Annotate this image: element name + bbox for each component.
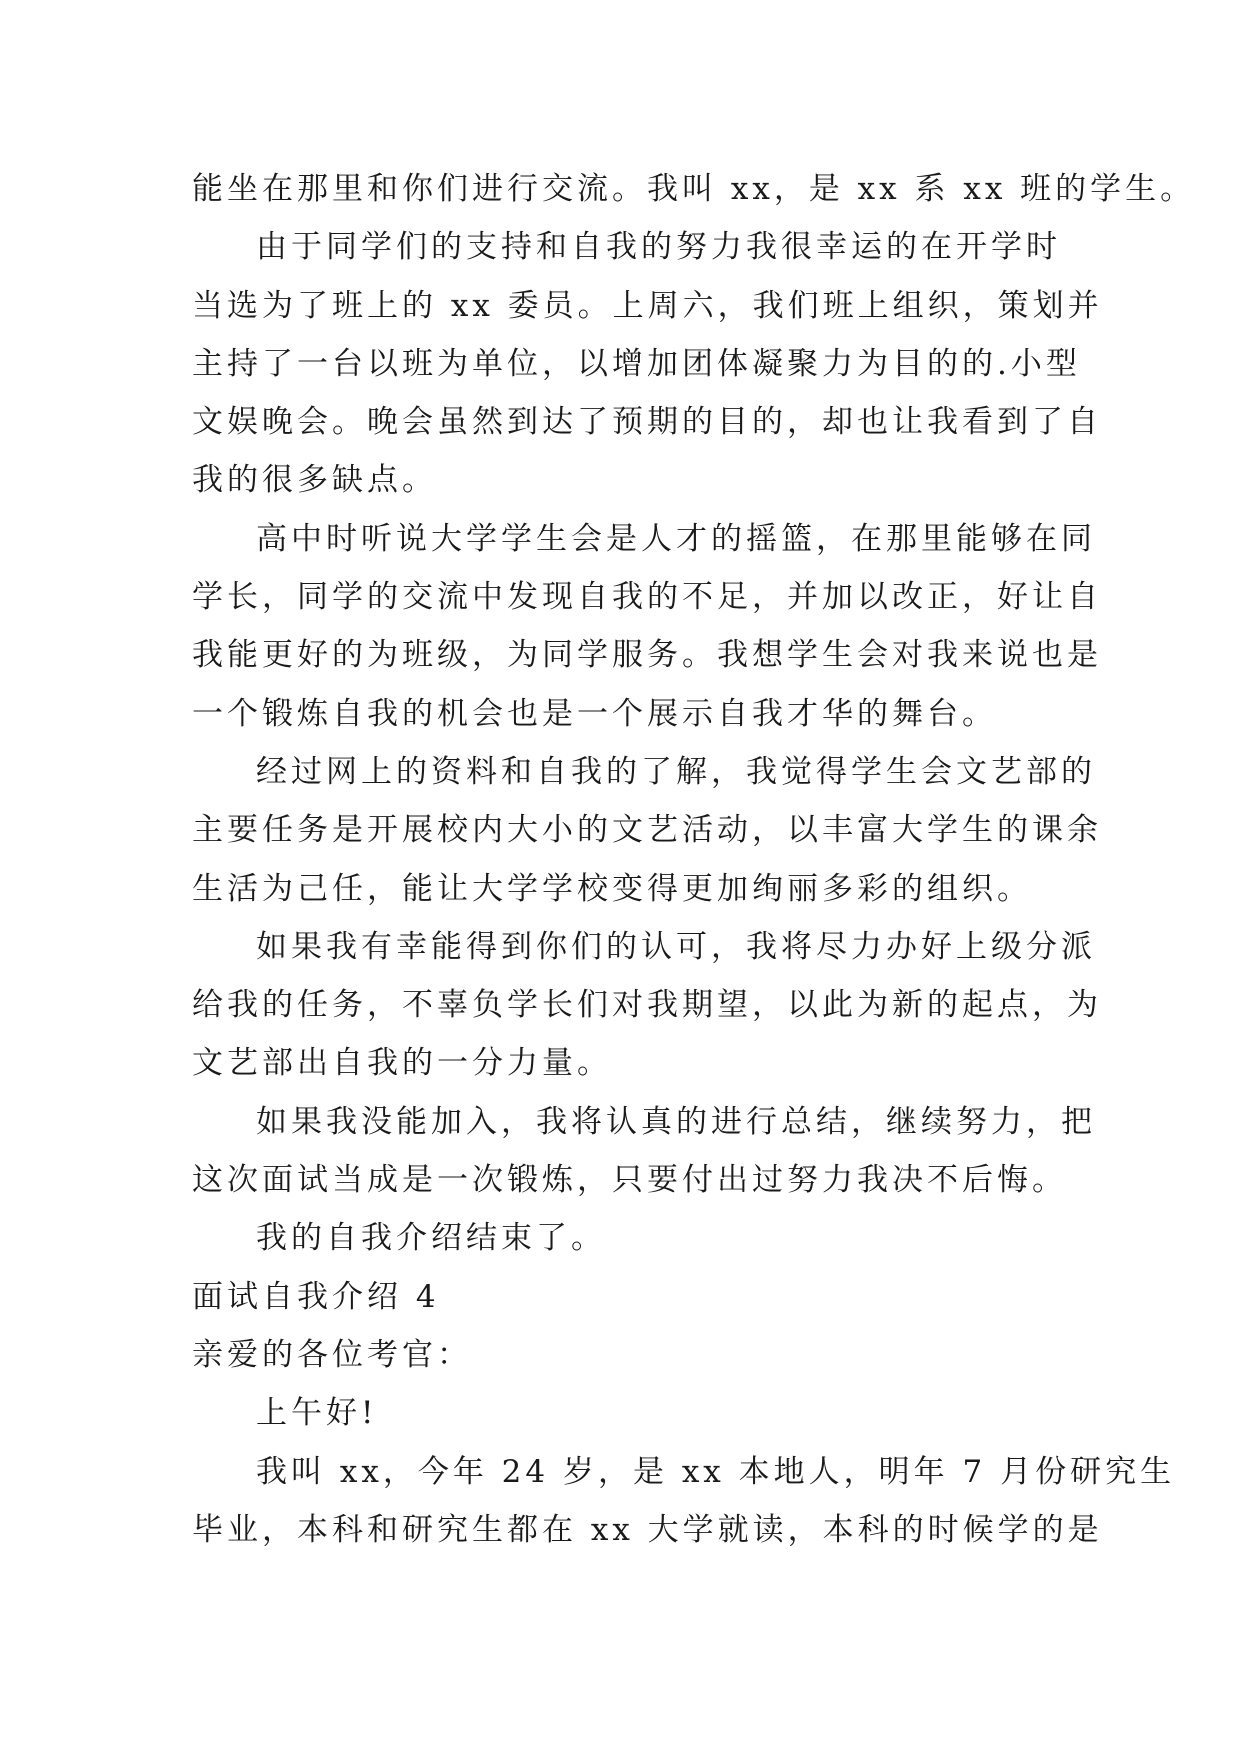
section-heading: 面试自我介绍 4	[192, 1278, 440, 1315]
text-line: 学长，同学的交流中发现自我的不足，并加以改正，好让自	[192, 579, 1102, 616]
text-line: 这次面试当成是一次锻炼，只要付出过努力我决不后悔。	[192, 1162, 1067, 1199]
text-line: 主要任务是开展校内大小的文艺活动，以丰富大学生的课余	[192, 812, 1102, 849]
text-line: 当选为了班上的 xx 委员。上周六，我们班上组织，策划并	[192, 287, 1103, 324]
text-line: 由于同学们的支持和自我的努力我很幸运的在开学时	[256, 229, 1061, 266]
text-line: 生活为己任，能让大学学校变得更加绚丽多彩的组织。	[192, 870, 1032, 907]
salutation: 亲爱的各位考官：	[192, 1336, 472, 1373]
text-line: 如果我有幸能得到你们的认可，我将尽力办好上级分派	[256, 928, 1096, 965]
text-line: 我叫 xx，今年 24 岁，是 xx 本地人，明年 7 月份研究生	[256, 1453, 1176, 1490]
text-line: 经过网上的资料和自我的了解，我觉得学生会文艺部的	[256, 753, 1096, 790]
document-body	[192, 160, 1196, 1559]
text-line: 毕业，本科和研究生都在 xx 大学就读，本科的时候学的是	[192, 1511, 1103, 1548]
text-line: 文艺部出自我的一分力量。	[192, 1045, 612, 1082]
text-line: 文娱晚会。晚会虽然到达了预期的目的，却也让我看到了自	[192, 404, 1102, 441]
greeting: 上午好!	[256, 1395, 378, 1432]
text-line: 主持了一台以班为单位，以增加团体凝聚力为目的的.小型	[192, 345, 1081, 382]
text-line: 我能更好的为班级，为同学服务。我想学生会对我来说也是	[192, 637, 1102, 674]
text-line: 我的很多缺点。	[192, 462, 437, 499]
text-line: 我的自我介绍结束了。	[256, 1220, 606, 1257]
text-line: 能坐在那里和你们进行交流。我叫 xx，是 xx 系 xx 班的学生。	[192, 171, 1196, 207]
text-line: 高中时听说大学学生会是人才的摇篮，在那里能够在同	[256, 520, 1096, 557]
text-line: 一个锻炼自我的机会也是一个展示自我才华的舞台。	[192, 695, 997, 732]
text-line: 给我的任务，不辜负学长们对我期望，以此为新的起点，为	[192, 987, 1102, 1024]
text-line: 如果我没能加入，我将认真的进行总结，继续努力，把	[256, 1103, 1096, 1140]
